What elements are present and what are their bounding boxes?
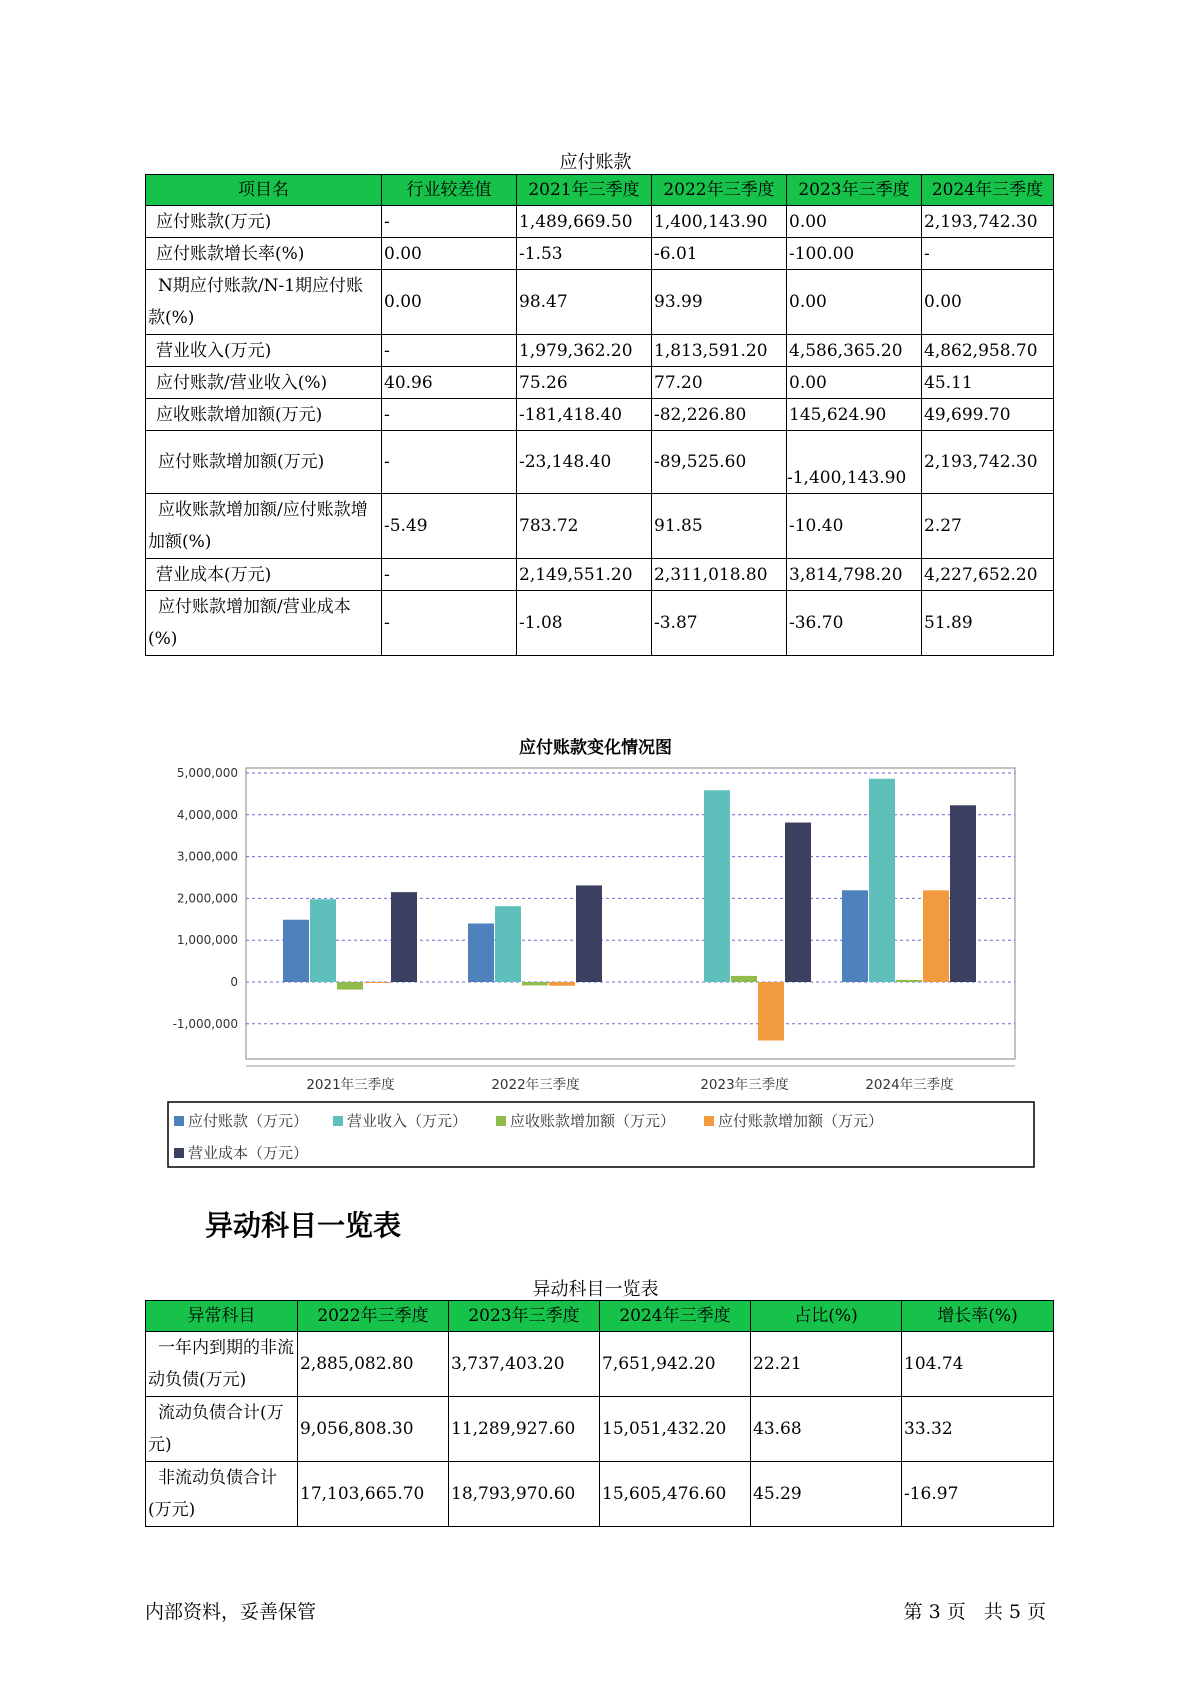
table-cell: 17,103,665.70 bbox=[298, 1462, 449, 1527]
column-header: 占比(%) bbox=[751, 1301, 902, 1332]
bar-5 bbox=[391, 892, 417, 982]
bar-4 bbox=[364, 982, 390, 983]
row-label: 营业成本(万元) bbox=[146, 559, 382, 591]
table-cell: 1,979,362.20 bbox=[517, 335, 652, 367]
table-cell: 1,813,591.20 bbox=[652, 335, 787, 367]
column-header: 增长率(%) bbox=[902, 1301, 1054, 1332]
legend-swatch bbox=[333, 1116, 343, 1126]
bar-2 bbox=[495, 906, 521, 982]
table-cell: 45.11 bbox=[922, 367, 1054, 399]
abnormal-items-table bbox=[145, 1300, 1054, 1527]
table-cell: 783.72 bbox=[517, 494, 652, 559]
legend-label: 应收账款增加额（万元） bbox=[510, 1112, 676, 1130]
bar-5 bbox=[950, 805, 976, 982]
table-cell: 2,885,082.80 bbox=[298, 1332, 449, 1397]
table-cell: 22.21 bbox=[751, 1332, 902, 1397]
table-cell: 1,400,143.90 bbox=[652, 206, 787, 238]
table-cell: - bbox=[382, 335, 517, 367]
table-cell: 11,289,927.60 bbox=[449, 1397, 600, 1462]
table-cell: 145,624.90 bbox=[787, 399, 922, 431]
table-row bbox=[146, 559, 1054, 591]
table-cell: 18,793,970.60 bbox=[449, 1462, 600, 1527]
column-header: 项目名 bbox=[146, 175, 382, 206]
bar-3 bbox=[731, 976, 757, 982]
table-cell: - bbox=[382, 591, 517, 656]
row-label: 非流动负债合计(万元) bbox=[146, 1462, 298, 1527]
bar-4 bbox=[758, 982, 784, 1041]
legend-swatch bbox=[704, 1116, 714, 1126]
table-cell: -36.70 bbox=[787, 591, 922, 656]
legend-swatch bbox=[174, 1148, 184, 1158]
row-label: 应付账款/营业收入(%) bbox=[146, 367, 382, 399]
table-cell: 49,699.70 bbox=[922, 399, 1054, 431]
legend-label: 应付账款（万元） bbox=[188, 1112, 309, 1130]
table-cell: -100.00 bbox=[787, 238, 922, 270]
table-cell: 91.85 bbox=[652, 494, 787, 559]
bar-2 bbox=[310, 899, 336, 982]
table-cell: 3,737,403.20 bbox=[449, 1332, 600, 1397]
footer-confidential-note: 内部资料，妥善保管 bbox=[145, 1601, 317, 1623]
table-cell: 0.00 bbox=[922, 270, 1054, 335]
table-cell: 0.00 bbox=[787, 367, 922, 399]
y-tick-label: 4,000,000 bbox=[176, 807, 238, 822]
x-tick-label: 2022年三季度 bbox=[491, 1077, 580, 1093]
table-row bbox=[146, 399, 1054, 431]
column-header: 2023年三季度 bbox=[787, 175, 922, 206]
table-cell: 33.32 bbox=[902, 1397, 1054, 1462]
table-cell: 4,586,365.20 bbox=[787, 335, 922, 367]
y-tick-label: 0 bbox=[230, 975, 238, 989]
bar-4 bbox=[923, 890, 949, 982]
table-cell: 4,227,652.20 bbox=[922, 559, 1054, 591]
table-cell: -16.97 bbox=[902, 1462, 1054, 1527]
row-label: 一年内到期的非流动负债(万元) bbox=[146, 1332, 298, 1397]
table-cell: 98.47 bbox=[517, 270, 652, 335]
table-row bbox=[146, 1397, 1054, 1462]
table-cell: -10.40 bbox=[787, 494, 922, 559]
bar-1 bbox=[283, 920, 309, 982]
y-tick-label: 1,000,000 bbox=[176, 933, 238, 948]
y-tick-label: 5,000,000 bbox=[176, 766, 238, 780]
bar-1 bbox=[468, 923, 494, 982]
table-cell: 77.20 bbox=[652, 367, 787, 399]
table-row bbox=[146, 431, 1054, 494]
table-row bbox=[146, 335, 1054, 367]
table-cell: - bbox=[382, 559, 517, 591]
table-cell: 0.00 bbox=[787, 206, 922, 238]
chart-title: 应付账款变化情况图 bbox=[519, 738, 672, 758]
table-row bbox=[146, 494, 1054, 559]
table-row bbox=[146, 591, 1054, 656]
legend-label: 应付账款增加额（万元） bbox=[718, 1112, 884, 1130]
footer-page-number: 第 3 页 共 5 页 bbox=[903, 1601, 1046, 1623]
row-label: 应收账款增加额(万元) bbox=[146, 399, 382, 431]
table-cell: 0.00 bbox=[787, 270, 922, 335]
table-cell: -5.49 bbox=[382, 494, 517, 559]
column-header: 2023年三季度 bbox=[449, 1301, 600, 1332]
bar-5 bbox=[576, 885, 602, 982]
bar-2 bbox=[704, 790, 730, 982]
table-cell: 45.29 bbox=[751, 1462, 902, 1527]
legend-label: 营业收入（万元） bbox=[347, 1112, 468, 1130]
table-cell: -1,400,143.90 bbox=[787, 431, 922, 494]
table-cell: - bbox=[922, 238, 1054, 270]
table-cell: -82,226.80 bbox=[652, 399, 787, 431]
column-header: 2022年三季度 bbox=[652, 175, 787, 206]
legend-label: 营业成本（万元） bbox=[188, 1144, 309, 1162]
column-header: 2022年三季度 bbox=[298, 1301, 449, 1332]
table-row bbox=[146, 206, 1054, 238]
table-cell: 2,311,018.80 bbox=[652, 559, 787, 591]
column-header: 2021年三季度 bbox=[517, 175, 652, 206]
column-header: 行业较差值 bbox=[382, 175, 517, 206]
table-cell: -1.53 bbox=[517, 238, 652, 270]
table-cell: 104.74 bbox=[902, 1332, 1054, 1397]
row-label: 流动负债合计(万元) bbox=[146, 1397, 298, 1462]
table-row bbox=[146, 367, 1054, 399]
table-cell: 93.99 bbox=[652, 270, 787, 335]
table-row bbox=[146, 238, 1054, 270]
row-label: 应付账款增长率(%) bbox=[146, 238, 382, 270]
table-row bbox=[146, 270, 1054, 335]
bar-1 bbox=[842, 890, 868, 982]
table-cell: 0.00 bbox=[382, 238, 517, 270]
table-cell: - bbox=[382, 206, 517, 238]
bar-3 bbox=[337, 982, 363, 990]
table-cell: 1,489,669.50 bbox=[517, 206, 652, 238]
column-header: 2024年三季度 bbox=[600, 1301, 751, 1332]
table-cell: 0.00 bbox=[382, 270, 517, 335]
bar-3 bbox=[896, 980, 922, 982]
table-cell: 7,651,942.20 bbox=[600, 1332, 751, 1397]
payables-table bbox=[145, 174, 1054, 656]
table-cell: 15,605,476.60 bbox=[600, 1462, 751, 1527]
table-cell: -6.01 bbox=[652, 238, 787, 270]
table-cell: -89,525.60 bbox=[652, 431, 787, 494]
table-cell: - bbox=[382, 431, 517, 494]
table-cell: 15,051,432.20 bbox=[600, 1397, 751, 1462]
table-cell: -181,418.40 bbox=[517, 399, 652, 431]
table-cell: 75.26 bbox=[517, 367, 652, 399]
table-cell: 2,149,551.20 bbox=[517, 559, 652, 591]
table-cell: 3,814,798.20 bbox=[787, 559, 922, 591]
table-cell: 40.96 bbox=[382, 367, 517, 399]
payables-change-chart bbox=[0, 760, 1191, 1240]
table-cell: -1.08 bbox=[517, 591, 652, 656]
table-cell: -3.87 bbox=[652, 591, 787, 656]
table2-caption: 异动科目一览表 bbox=[532, 1279, 659, 1300]
table-cell: 2,193,742.30 bbox=[922, 206, 1054, 238]
table-row bbox=[146, 1462, 1054, 1527]
row-label: 营业收入(万元) bbox=[146, 335, 382, 367]
row-label: 应付账款增加额(万元) bbox=[146, 431, 382, 494]
row-label: 应收账款增加额/应付账款增加额(%) bbox=[146, 494, 382, 559]
row-label: 应付账款增加额/营业成本(%) bbox=[146, 591, 382, 656]
x-tick-label: 2024年三季度 bbox=[865, 1077, 954, 1093]
bar-5 bbox=[785, 823, 811, 982]
table-cell: 51.89 bbox=[922, 591, 1054, 656]
y-tick-label: 2,000,000 bbox=[176, 891, 238, 906]
x-tick-label: 2021年三季度 bbox=[306, 1077, 395, 1093]
table-cell: 43.68 bbox=[751, 1397, 902, 1462]
row-label: N期应付账款/N-1期应付账款(%) bbox=[146, 270, 382, 335]
bar-4 bbox=[549, 982, 575, 986]
column-header: 2024年三季度 bbox=[922, 175, 1054, 206]
section-heading: 异动科目一览表 bbox=[205, 1209, 402, 1242]
table-cell: -23,148.40 bbox=[517, 431, 652, 494]
plot-area bbox=[246, 768, 1015, 1059]
table-cell: 9,056,808.30 bbox=[298, 1397, 449, 1462]
x-tick-label: 2023年三季度 bbox=[700, 1077, 789, 1093]
table-row bbox=[146, 1332, 1054, 1397]
table-cell: 4,862,958.70 bbox=[922, 335, 1054, 367]
y-tick-label: 3,000,000 bbox=[176, 849, 238, 864]
table-cell: 2.27 bbox=[922, 494, 1054, 559]
bar-2 bbox=[869, 779, 895, 982]
legend-swatch bbox=[174, 1116, 184, 1126]
table-cell: 2,193,742.30 bbox=[922, 431, 1054, 494]
table1-caption: 应付账款 bbox=[559, 152, 632, 173]
y-tick-label: -1,000,000 bbox=[172, 1016, 238, 1031]
bar-3 bbox=[522, 982, 548, 985]
row-label: 应付账款(万元) bbox=[146, 206, 382, 238]
table-cell: - bbox=[382, 399, 517, 431]
legend-swatch bbox=[496, 1116, 506, 1126]
column-header: 异常科目 bbox=[146, 1301, 298, 1332]
